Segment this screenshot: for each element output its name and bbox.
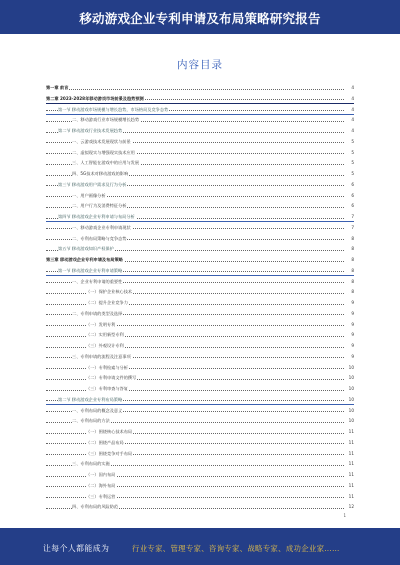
toc-entry-label: （二）提升企业竞争力	[86, 300, 128, 305]
toc-entry-page: 11	[346, 493, 354, 501]
toc-entry[interactable]	[46, 407, 354, 415]
toc-entry-page: 7	[346, 224, 354, 232]
toc-entry-page: 11	[346, 460, 354, 468]
toc-entry-page: 7	[346, 213, 354, 221]
footer-slogan: 让每个人都能成为	[43, 544, 110, 553]
toc-entry-page: 5	[346, 149, 354, 157]
toc-entry-label: 第二节 移动游戏行业技术发展趋势	[58, 128, 123, 133]
toc-leader-dots	[46, 89, 344, 90]
toc-entry-label: 一、云游戏技术发展现状与前景	[72, 138, 131, 144]
toc-entry-label: （二）围绕产品布局	[86, 439, 124, 445]
toc-entry-page: 5	[346, 159, 354, 167]
toc-entry-page: 6	[346, 192, 354, 200]
toc-entry-label: 四、5G技术对移动游戏的影响	[72, 171, 129, 176]
toc-entry-label: 第二节 移动游戏企业专利布局策略	[58, 396, 123, 402]
toc-entry-page: 10	[346, 417, 354, 425]
toc-entry-label: （三）专利运营	[86, 493, 116, 499]
toc-entry[interactable]	[46, 460, 354, 468]
toc-entry-page: 5	[346, 138, 354, 146]
toc-entry[interactable]	[46, 385, 354, 393]
toc-entry-page: 4	[346, 84, 354, 92]
report-title: 移动游戏企业专利申请及布局策略研究报告	[79, 11, 321, 26]
toc-entry-label: 第一章 前言	[46, 85, 69, 90]
toc-entry-page: 10	[346, 396, 354, 404]
toc-entry-label: （一）保护企业核心技术	[86, 289, 133, 295]
toc-entry-page: 10	[346, 364, 354, 372]
toc-entry-label: （一）围绕核心技术布局	[86, 429, 133, 434]
toc-entry-label: （三）外观设计专利	[86, 343, 124, 348]
toc-entry[interactable]	[46, 482, 354, 490]
page-number: 1	[343, 513, 346, 518]
toc-entry-page: 11	[346, 471, 354, 479]
toc-entry[interactable]	[46, 138, 354, 146]
toc-entry-label: 二、用户行为及消费特征分析	[72, 203, 127, 209]
toc-entry-page: 10	[346, 407, 354, 415]
toc-entry[interactable]	[46, 170, 354, 178]
toc-entry[interactable]	[46, 471, 354, 479]
toc-entry-label: 二、专利布局策略与竞争态势	[72, 235, 127, 241]
toc-entry-label: 二、虚拟现实与增强现实技术应用	[72, 149, 135, 155]
toc-entry[interactable]	[46, 374, 354, 382]
toc-entry-label: （三）专利审查与答复	[86, 386, 128, 391]
toc-entry-label: （二）专利申请文件的撰写	[86, 375, 137, 381]
toc-entry-label: 第三节 移动游戏用户需求及行为分析	[58, 181, 127, 187]
toc-entry-label: 二、专利布局的方法	[72, 418, 110, 424]
toc-entry[interactable]	[46, 428, 354, 436]
toc-entry[interactable]	[46, 149, 354, 157]
toc-entry[interactable]	[46, 503, 354, 511]
toc-entry-page: 11	[346, 450, 354, 458]
toc-entry[interactable]	[46, 192, 354, 200]
toc-entry-label: 一、企业专利申请的重要性	[72, 278, 123, 284]
toc-entry-label: 一、专利布局的概念及意义	[72, 407, 123, 413]
toc-entry-page: 10	[346, 385, 354, 393]
toc-entry-page: 9	[346, 321, 354, 329]
toc-entry[interactable]	[46, 106, 354, 115]
toc-entry[interactable]	[46, 159, 354, 167]
toc-entry-label: 第四节 移动游戏企业专利申请与布局分析	[58, 214, 135, 219]
toc-entry-page: 9	[346, 342, 354, 350]
toc-entry-label: 第二章 2023-2028年移动游戏市场前景及趋势预测	[46, 95, 144, 101]
toc-entry[interactable]	[46, 235, 354, 243]
toc-entry[interactable]	[46, 364, 354, 372]
toc-entry[interactable]	[46, 256, 354, 264]
table-of-contents	[46, 84, 354, 516]
toc-entry-label: （一）发明专利	[86, 321, 116, 327]
toc-entry[interactable]	[46, 439, 354, 447]
toc-entry-label: 一、用户画像分析	[72, 192, 106, 198]
toc-entry-page: 8	[346, 267, 354, 275]
toc-entry-page: 8	[346, 235, 354, 243]
toc-entry[interactable]	[46, 342, 354, 350]
toc-entry[interactable]	[46, 202, 354, 210]
toc-entry[interactable]	[46, 331, 354, 339]
toc-entry-page: 8	[346, 245, 354, 253]
toc-entry-page: 9	[346, 331, 354, 339]
toc-entry[interactable]	[46, 245, 354, 253]
toc-entry-label: 三、专利布局的实施	[72, 461, 110, 467]
toc-entry[interactable]	[46, 353, 354, 361]
toc-entry-label: 第一节 移动游戏企业专利申请策略	[58, 267, 123, 273]
toc-entry[interactable]	[46, 95, 354, 104]
toc-entry-label: （二）海外布局	[86, 482, 116, 488]
toc-entry[interactable]	[46, 84, 354, 92]
toc-entry[interactable]	[46, 224, 354, 232]
toc-entry-label: 三、专利申请的流程及注意事项	[72, 353, 131, 359]
toc-entry[interactable]	[46, 310, 354, 318]
toc-entry[interactable]	[46, 127, 354, 135]
toc-entry-page: 8	[346, 288, 354, 296]
toc-entry-label: （二）实用新型专利	[86, 332, 124, 338]
toc-entry-page: 9	[346, 353, 354, 361]
toc-entry-label: 四、专利布局的风险防范	[72, 504, 119, 510]
toc-entry-page: 4	[346, 106, 354, 114]
toc-title: 内容目录	[177, 59, 223, 71]
toc-entry-page: 11	[346, 439, 354, 447]
toc-entry-page: 11	[346, 482, 354, 490]
toc-entry-page: 6	[346, 181, 354, 189]
toc-entry-page: 12	[346, 503, 354, 511]
toc-entry-label: （三）围绕竞争对手布局	[86, 450, 133, 456]
header-banner	[0, 0, 400, 34]
toc-entry-label: 二、专利申请的类型及选择	[72, 310, 123, 316]
toc-entry[interactable]	[46, 417, 354, 425]
toc-entry-label: （一）国内布局	[86, 472, 116, 477]
footer-roles: 行业专家、管理专家、咨询专家、战略专家、成功企业家……	[132, 544, 340, 553]
toc-entry-page: 4	[346, 127, 354, 135]
toc-entry[interactable]	[46, 267, 354, 276]
toc-entry[interactable]	[46, 299, 354, 307]
toc-entry-page: 9	[346, 299, 354, 307]
toc-entry-label: 三、人工智能在游戏中的应用与发展	[72, 160, 140, 166]
footer-banner	[0, 528, 400, 565]
toc-entry[interactable]	[46, 396, 354, 405]
toc-entry[interactable]	[46, 321, 354, 329]
toc-entry-label: 第一节 移动游戏市场规模与增长趋势，市场格局及竞争态势	[58, 106, 169, 112]
toc-entry-page: 8	[346, 256, 354, 264]
toc-entry-page: 9	[346, 310, 354, 318]
toc-entry[interactable]	[46, 493, 354, 501]
toc-entry[interactable]	[46, 288, 354, 296]
toc-entry-page: 5	[346, 170, 354, 178]
toc-entry[interactable]	[46, 278, 354, 286]
toc-entry-label: 二、移动游戏行业市场规模增长趋势	[72, 117, 140, 123]
toc-entry-page: 4	[346, 116, 354, 124]
toc-entry[interactable]	[46, 116, 354, 124]
toc-entry[interactable]	[46, 213, 354, 222]
toc-entry-page: 11	[346, 428, 354, 436]
toc-entry-label: 一、移动游戏企业专利申请现状	[72, 224, 131, 230]
toc-entry[interactable]	[46, 181, 354, 189]
toc-entry-page: 10	[346, 374, 354, 382]
toc-entry-label: （一）专利检索与分析	[86, 364, 128, 370]
toc-entry-label: 第五节 移动游戏知识产权保护	[58, 246, 114, 252]
toc-entry-label: 第三章 移动游戏企业专利申请及布局策略	[46, 257, 123, 262]
toc-entry[interactable]	[46, 450, 354, 458]
toc-entry-page: 8	[346, 278, 354, 286]
toc-entry-page: 4	[346, 95, 354, 103]
toc-entry-page: 6	[346, 202, 354, 210]
